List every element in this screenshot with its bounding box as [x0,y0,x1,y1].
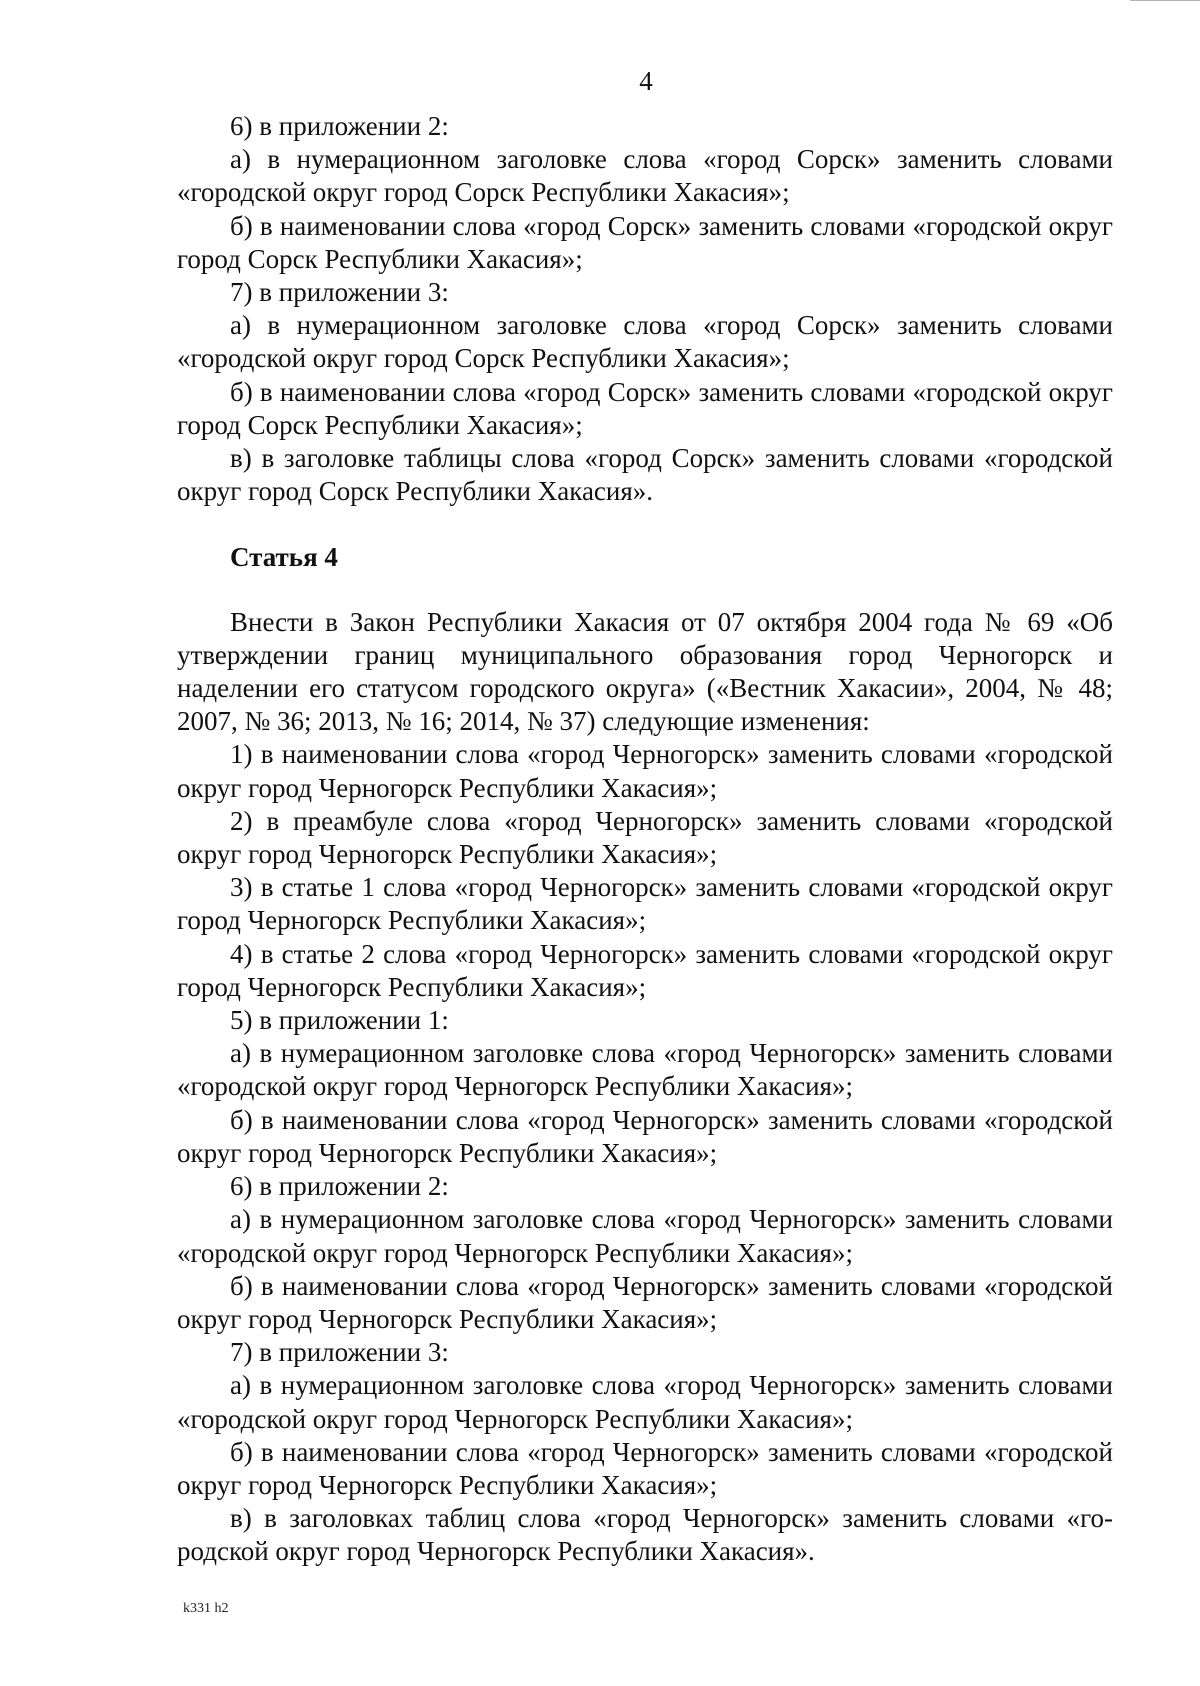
list-item: а) в нумерационном заголовке слова «город Черногорск» заменить словами «городской округ город Черногорск Республики Хакасия»; [177,1204,1113,1268]
list-item: в) в заголовках таблиц слова «город Черногорск» заменить словами «городской округ город Черногорск Республики Хакасия». [177,1503,1113,1567]
document-code: k331 h2 [183,1601,229,1616]
list-item: б) в наименовании слова «город Сорск» заменить словами «городской округ город Сорск Республики Хакасия»; [177,210,1113,274]
list-item: а) в нумерационном заголовке слова «город Черногорск» заменить словами «городской округ город Черногорск Республики Хакасия»; [177,1038,1113,1102]
list-item: а) в нумерационном заголовке слова «город Сорск» заменить словами «городской округ город Сорск Республики Хакасия»; [177,144,1113,208]
list-item: 1) в наименовании слова «город Черногорск» заменить словами «городской округ город Черногорск Республики Хакасия»; [177,739,1113,803]
document-body [177,110,1113,1569]
list-item: 7) в приложении 3: [230,1337,449,1368]
list-item: 3) в статье 1 слова «город Черногорск» заменить словами «городской округ город Черногорск Республики Хакасия»; [177,872,1113,936]
list-item: 5) в приложении 1: [230,1005,449,1036]
list-item: 4) в статье 2 слова «город Черногорск» заменить словами «городской округ город Черногорск Республики Хакасия»; [177,938,1113,1002]
list-item: б) в наименовании слова «город Черногорск» заменить словами «городской округ город Черногорск Республики Хакасия»; [177,1270,1113,1334]
scan-corner-mark [1130,0,1200,5]
list-item: б) в наименовании слова «город Черногорск» заменить словами «городской округ город Черногорск Республики Хакасия»; [177,1436,1113,1500]
list-item: а) в нумерационном заголовке слова «город Черногорск» заменить словами «городской округ город Черногорск Республики Хакасия»; [177,1370,1113,1434]
list-item: б) в наименовании слова «город Сорск» заменить словами «городской округ город Сорск Республики Хакасия»; [177,376,1113,440]
article-heading: Статья 4 [230,542,338,573]
article-intro: Внести в Закон Республики Хакасия от 07 октября 2004 года № 69 «Об утверждении границ муниципального образования город Черногорск и наделении его статусом городского округа» («Вестник Хакасии», 2004, № 48; 2007, № 36; 2013, № 16; 2014, № 37) следующие изменения: [177,606,1113,737]
list-item: 6) в приложении 2: [230,111,449,141]
list-item: 7) в приложении 3: [230,277,449,308]
list-item: 2) в преамбуле слова «город Черногорск» заменить словами «городской округ город Черногорск Республики Хакасия»; [177,805,1113,870]
list-item: а) в нумерационном заголовке слова «город Сорск» заменить словами «городской округ город Сорск Республики Хакасия»; [177,310,1113,374]
list-item: б) в наименовании слова «город Черногорск» заменить словами «городской округ город Черногорск Республики Хакасия»; [177,1104,1113,1168]
list-item: 6) в приложении 2: [230,1171,449,1202]
list-item: в) в заголовке таблицы слова «город Сорск» заменить словами «городской округ город Сорск Республики Хакасия». [177,443,1113,507]
page-number: 4 [639,66,653,96]
